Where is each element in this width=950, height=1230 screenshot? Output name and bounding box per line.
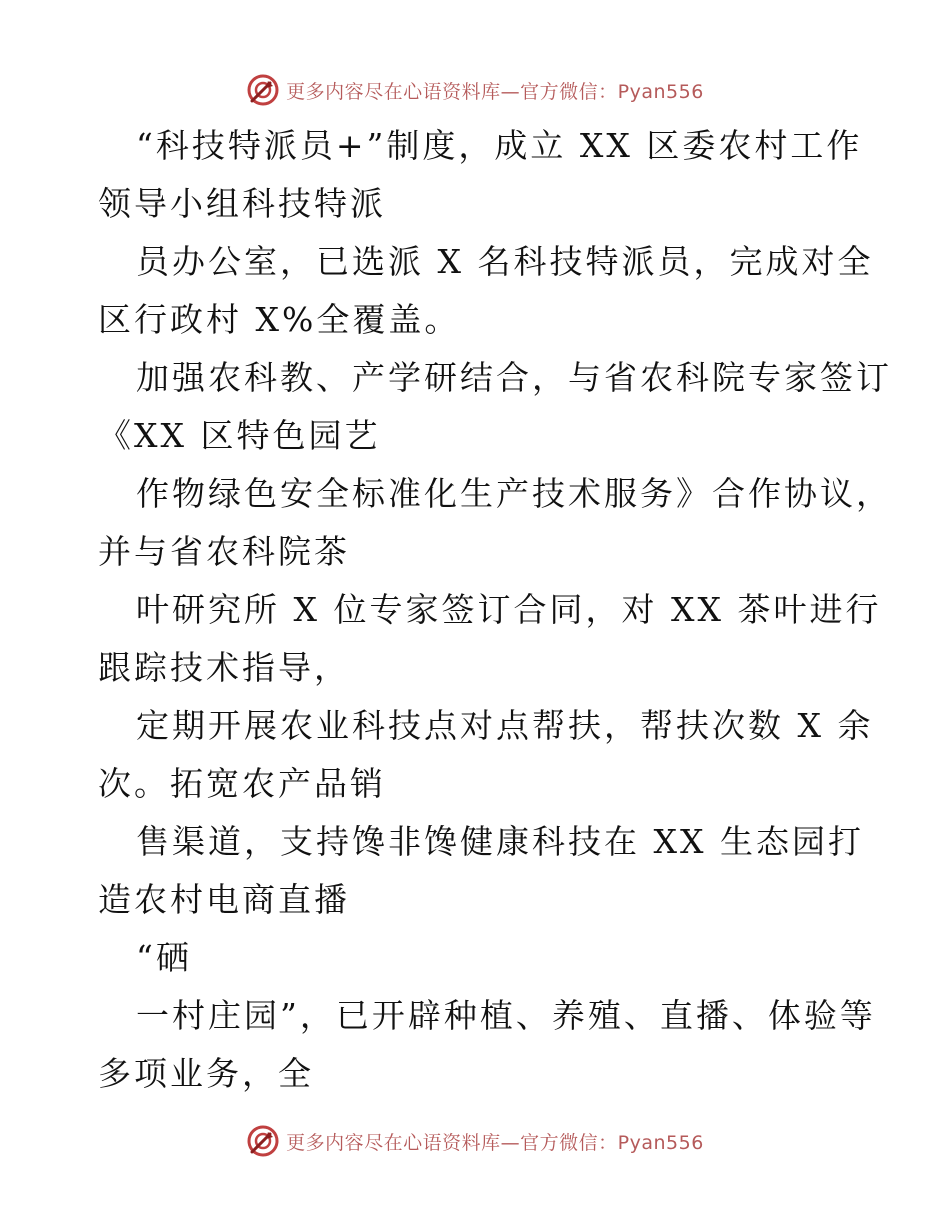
body-line: “硒 [136, 938, 192, 977]
footer-wechat-text: 官方微信：Pyan556 [520, 1131, 704, 1154]
logo-icon [246, 73, 280, 107]
body-line: 叶研究所 X 位专家签订合同，对 XX 茶叶进行 [136, 590, 882, 629]
body-line: 领导小组科技特派 [98, 184, 386, 223]
body-line: 售渠道，支持馋非馋健康科技在 XX 生态园打 [136, 822, 864, 861]
body-line: 加强农科教、产学研结合，与省农科院专家签订 [136, 358, 892, 397]
header-site-text: 更多内容尽在心语资料库 [286, 80, 501, 103]
body-line: 定期开展农业科技点对点帮扶，帮扶次数 X 余 [136, 706, 874, 745]
footer-site-text: 更多内容尽在心语资料库 [286, 1131, 501, 1154]
body-line: 跟踪技术指导， [98, 648, 350, 687]
body-line: 作物绿色安全标准化生产技术服务》合作协议， [136, 474, 892, 513]
body-line: 《XX 区特色园艺 [98, 416, 381, 455]
footer-text [286, 1128, 704, 1155]
body-line: 一村庄园”，已开辟种植、养殖、直播、体验等 [136, 996, 876, 1035]
body-line: 次。拓宽农产品销 [98, 764, 386, 803]
footer-separator: — [500, 1131, 521, 1154]
header-banner [0, 70, 950, 110]
body-line: 并与省农科院茶 [98, 532, 350, 571]
body-line: 员办公室，已选派 X 名科技特派员，完成对全 [136, 242, 874, 281]
footer-banner [0, 1121, 950, 1161]
header-wechat-text: 官方微信：Pyan556 [520, 80, 704, 103]
body-line: “科技特派员+”制度，成立 XX 区委农村工作 [136, 126, 863, 165]
body-line: 区行政村 X%全覆盖。 [98, 300, 461, 339]
logo-icon [246, 1124, 280, 1158]
body-line: 多项业务，全 [98, 1054, 314, 1093]
header-separator: — [500, 80, 521, 103]
header-text [286, 77, 704, 104]
body-line: 造农村电商直播 [98, 880, 350, 919]
